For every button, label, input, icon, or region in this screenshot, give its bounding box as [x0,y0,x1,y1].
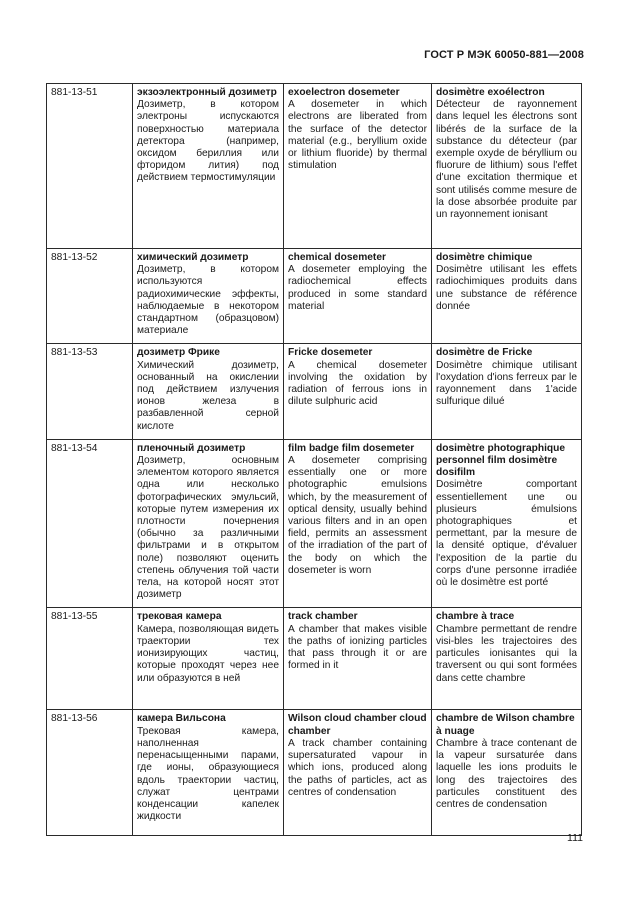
table-row [47,439,582,608]
russian-term: химический дозиметр [137,252,249,263]
french-definition: Détecteur de rayonnement dans lequel les électrons sont libérés de la surface de la substance du détecteur (par exemple oxyde de béryllium ou fluorure de lithium) sous l'effet d'une excitation thermique et sont utilisés comme mesure de la dose absorbée produite par un rayonnement ionisant [436,99,577,221]
english-definition: A chemical dosemeter involving the oxidation by radiation of ferrous ions in dilute sulphuric acid [288,359,427,408]
english-cell [284,439,432,608]
table-row [47,608,582,710]
french-cell [432,439,582,608]
term-code: 881-13-56 [47,710,133,836]
english-definition: A track chamber containing supersaturated vapour in which ions, produced along the paths of particles, act as centres of condensation [288,737,427,798]
document-header: ГОСТ Р МЭК 60050-881—2008 [424,49,584,61]
term-code: 881-13-54 [47,439,133,608]
english-cell [284,344,432,439]
russian-cell [133,439,284,608]
term-code: 881-13-51 [47,84,133,249]
english-definition: A dosemeter in which electrons are liberated from the surface of the detector material (e.g., beryllium oxide or lithium fluoride) by thermal stimulation [288,99,427,172]
table-row [47,84,582,249]
english-term: film badge film dosemeter [288,442,415,454]
russian-cell [133,344,284,439]
french-term: chambre à trace [436,611,515,623]
english-cell [284,608,432,710]
russian-term: трековая камера [137,611,222,623]
english-cell [284,710,432,836]
french-term: dosimètre de Fricke [436,347,533,359]
term-code: 881-13-55 [47,608,133,710]
french-cell [432,710,582,836]
term-code: 881-13-52 [47,249,133,344]
russian-definition: Химический дозиметр, основанный на окислении под действием излучения ионов железа в разбавленной серной кислоте [137,359,279,432]
french-term: dosimètre chimique [436,252,533,263]
french-term: dosimètre exoélectron [436,87,545,98]
terms-table [46,83,582,836]
french-cell [432,84,582,249]
russian-cell [133,84,284,249]
english-term: track chamber [288,611,358,623]
russian-term: камера Вильсона [137,713,226,725]
russian-definition: Дозиметр, в котором электроны испускаются поверхностью материала детектора (например, оксидом бериллия или фторидом лития) под действием термостимуляции [137,99,279,184]
russian-term: экзоэлектронный дозиметр [137,87,277,98]
french-definition: Chambre permettant de rendre visi-bles les trajectoires des particules ionisantes qui la traversent ou qui sont formées dans cette chambre [436,623,577,684]
english-term: Fricke dosemeter [288,347,373,359]
russian-cell [133,608,284,710]
french-cell [432,344,582,439]
french-definition: Dosimètre utilisant les effets radiochimiques produits dans une substance de référence donnée [436,264,577,312]
russian-cell [133,249,284,344]
table-row [47,710,582,836]
russian-definition: Дозиметр, в котором используются радиохимические эффекты, наблюдаемые в некотором стандартном (образцовом) материале [137,264,279,337]
english-cell [284,84,432,249]
french-term: chambre de Wilson chambre à nuage [436,713,575,737]
english-term: Wilson cloud chamber cloud chamber [288,713,427,737]
english-term: chemical dosemeter [288,252,386,263]
russian-definition: Дозиметр, основным элементом которого является одна или несколько фотографических эмульсий, которые путем измерения их плотности почернения (обычно за различными фильтрами и в открытом поле) позволяют оценить степень облучения той части тела, на которой носят этот дозиметр [137,455,279,601]
english-cell [284,249,432,344]
english-definition: A dosemeter comprising essentially one or more photographic emulsions which, by the measurement of optical density, usually behind various filters and in an open field, permits an assessment of the irradiation of the part of the body on which the dosemeter is worn [288,455,427,576]
term-code: 881-13-53 [47,344,133,439]
page-number: 111 [567,832,583,844]
table-row [47,249,582,344]
russian-term: дозиметр Фрике [137,347,220,359]
french-cell [432,249,582,344]
french-term: dosimètre photographique personnel film dosimètre dosifilm [436,442,566,479]
table-row [47,344,582,439]
french-definition: Dosimètre chimique utilisant l'oxydation d'ions ferreux par le rayonnement dans 1'acide sulfurique dilué [436,359,577,408]
russian-definition: Трековая камера, наполненная перенасыщенными парами, где ионы, образующиеся вдоль траектории частиц, служат центрами конденсации капелек жидкости [137,725,279,823]
french-definition: Chambre à trace contenant de la vapeur sursaturée dans laquelle les ions produits le long des trajectoires des particules constituent des centres de condensation [436,737,577,810]
english-definition: A chamber that makes visible the paths of ionizing particles that pass through it or are formed in it [288,623,427,672]
french-definition: Dosimètre comportant essentiellement une ou plusieurs émulsions photographiques et permettant, par la mesure de la densité optique, d'évaluer l'exposition de la partie du corps d'une personne irradiée où le dosimètre est porté [436,479,577,589]
russian-definition: Камера, позволяющая видеть траектории тех ионизирующих частиц, которые проходят через нее или образуются в ней [137,623,279,684]
english-term: exoelectron dosemeter [288,87,400,98]
russian-term: пленочный дозиметр [137,442,246,454]
french-cell [432,608,582,710]
english-definition: A dosemeter employing the radiochemical effects produced in some standard material [288,264,427,312]
russian-cell [133,710,284,836]
